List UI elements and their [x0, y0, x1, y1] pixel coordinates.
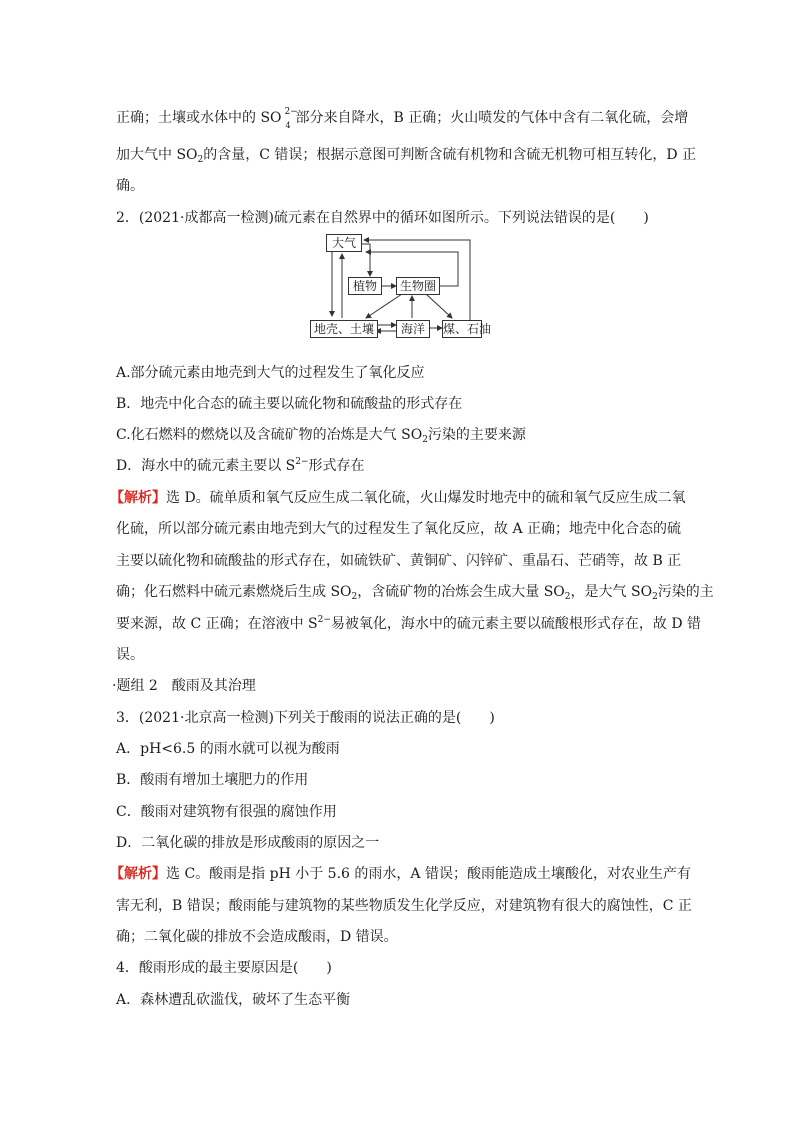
prev-analysis-line-2: 加大气中 $SO_2$的含量，C 错误；根据示意图可判断含硫有机物和含硫无机物可相互转化，D 正	[116, 147, 697, 165]
node-atmosphere: 大气	[326, 234, 362, 252]
question-4-stem: 4．酸雨形成的最主要原因是( )	[116, 960, 332, 976]
analysis-label: 【解析】	[110, 866, 166, 882]
node-ocean: 海洋	[396, 320, 430, 338]
question-3-stem: 3．(2021·北京高一检测)下列关于酸雨的说法正确的是( )	[116, 710, 495, 726]
question-3-option-c: C．酸雨对建筑物有很强的腐蚀作用	[116, 804, 337, 820]
question-4-option-a: A．森林遭乱砍滥伐，破坏了生态平衡	[116, 992, 351, 1008]
question-2-stem: 2．(2021·成都高一检测)硫元素在自然界中的循环如图所示。下列说法错误的是( )	[116, 210, 649, 226]
question-2-analysis-line-6: 误。	[116, 647, 144, 663]
question-2-option-c: C.化石燃料的燃烧以及含硫矿物的冶炼是大气 $SO_2$污染的主要来源	[116, 427, 526, 445]
section-heading-group-2: ·题组 2 酸雨及其治理	[112, 678, 256, 694]
node-coal-oil: 煤、石油	[443, 322, 492, 336]
question-3-option-a: A．pH<6.5 的雨水就可以视为酸雨	[116, 741, 340, 757]
analysis-label: 【解析】	[110, 490, 166, 506]
question-2-option-d: D．海水中的硫元素主要以 $S^{2-}$形式存在	[116, 457, 365, 474]
question-3-option-b: B．酸雨有增加土壤肥力的作用	[116, 772, 309, 788]
sulfate-ion-notation: 2− 4	[284, 107, 298, 130]
question-3-analysis-line-1: 【解析】选 C。酸雨是指 pH 小于 5.6 的雨水，A 错误；酸雨能造成土壤酸化，对农业生产有	[110, 866, 691, 882]
sulfur-cycle-diagram	[302, 232, 492, 344]
question-3-option-d: D．二氧化碳的排放是形成酸雨的原因之一	[116, 835, 380, 851]
question-3-analysis-line-3: 确；二氧化碳的排放不会造成酸雨，D 错误。	[116, 929, 398, 945]
question-2-option-a: A.部分硫元素由地壳到大气的过程发生了氧化反应	[116, 365, 425, 381]
node-crust-soil: 地壳、土壤	[310, 320, 378, 338]
prev-analysis-line-1: 正确；土壤或水体中的 SO 2− 4 部分来自降水，B 正确；火山喷发的气体中含有二氧化硫，会增	[116, 107, 689, 130]
question-2-option-b: B．地壳中化合态的硫主要以硫化物和硫酸盐的形式存在	[116, 396, 463, 412]
prev-analysis-line-3: 确。	[116, 178, 144, 194]
node-biosphere: 生物圈	[396, 277, 440, 295]
node-plants: 植物	[348, 277, 382, 295]
question-2-analysis-line-4: 确；化石燃料中硫元素燃烧后生成 $SO_2$，含硫矿物的冶炼会生成大量 $SO_2$，是大气 $SO_2$污染的主	[116, 584, 714, 602]
question-2-analysis-line-5: 要来源，故 C 正确；在溶液中 $S^{2-}$易被氧化，海水中的硫元素主要以硫酸根形式存在，故 D 错	[116, 615, 702, 632]
question-2-analysis-line-2: 化硫，所以部分硫元素由地壳到大气的过程发生了氧化反应，故 A 正确；地壳中化合态的硫	[116, 521, 682, 537]
question-2-analysis-line-1: 【解析】选 D。硫单质和氧气反应生成二氧化硫，火山爆发时地壳中的硫和氧气反应生成二氧	[110, 490, 686, 506]
question-3-analysis-line-2: 害无利，B 错误；酸雨能与建筑物的某些物质发生化学反应，对建筑物有很大的腐蚀性，C 正	[116, 898, 692, 914]
question-2-analysis-line-3: 主要以硫化物和硫酸盐的形式存在，如硫铁矿、黄铜矿、闪锌矿、重晶石、芒硝等，故 B 正	[116, 553, 682, 569]
